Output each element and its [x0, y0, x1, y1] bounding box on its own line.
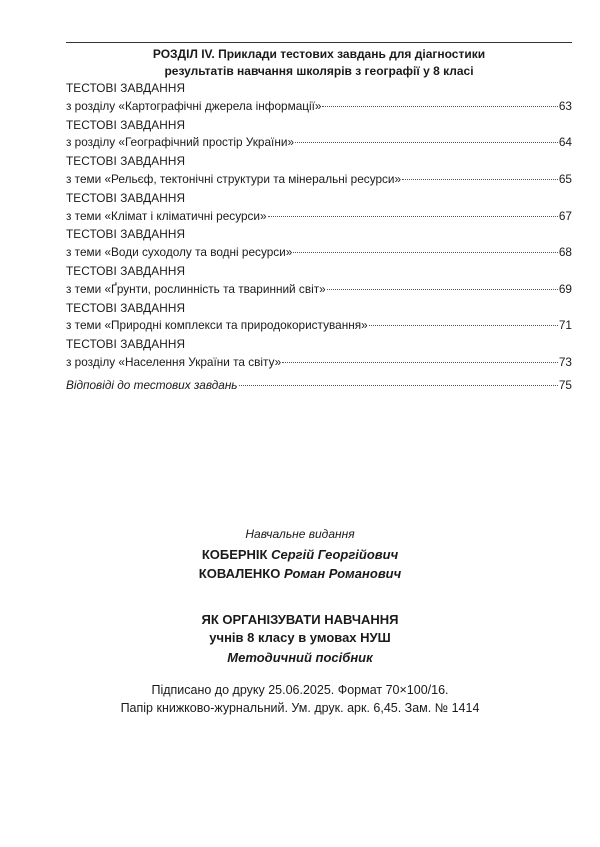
toc-entry-text: з розділу «Картографічні джерела інформації»	[66, 98, 322, 113]
dot-leader	[282, 362, 558, 363]
book-subtitle: учнів 8 класу в умовах НУШ	[209, 630, 391, 645]
toc-entry-line	[66, 97, 572, 115]
toc-entry	[66, 190, 572, 227]
print-info-line-1: Підписано до друку 25.06.2025. Формат 70×100/16.	[151, 683, 449, 697]
toc-entry	[66, 336, 572, 373]
toc-entry	[66, 153, 572, 190]
toc-entry-heading: ТЕСТОВІ ЗАВДАННЯ	[66, 190, 186, 205]
toc-entry-line	[66, 207, 572, 225]
print-info-line-2: Папір книжково-журнальний. Ум. друк. арк. 6,45. Зам. № 1414	[120, 701, 480, 715]
dot-leader	[239, 385, 558, 386]
author-2-given-name: Роман Романович	[283, 566, 402, 581]
toc-answers-entry	[66, 376, 572, 398]
toc-page-number: 63	[558, 98, 572, 113]
top-rule	[66, 42, 572, 43]
dot-leader	[322, 106, 557, 107]
toc-page-number: 67	[558, 208, 572, 223]
toc-entry-line	[66, 280, 572, 298]
toc-entry-line	[66, 170, 572, 188]
toc-entry-heading: ТЕСТОВІ ЗАВДАННЯ	[66, 154, 186, 169]
book-type: Методичний посібник	[227, 650, 373, 665]
toc-entry	[66, 80, 572, 117]
toc-entry-heading: ТЕСТОВІ ЗАВДАННЯ	[66, 117, 186, 132]
section-title-line-1: РОЗДІЛ IV. Приклади тестових завдань для діагностики	[152, 47, 486, 61]
section-title-line-2: результатів навчання школярів з географії у 8 класі	[164, 64, 474, 78]
toc-page-number: 64	[558, 135, 572, 150]
toc-entry-text: з теми «Води суходолу та водні ресурси»	[66, 245, 293, 260]
toc-page-number: 73	[558, 354, 572, 369]
author-2-surname: КОВАЛЕНКО	[198, 566, 281, 581]
dot-leader	[268, 216, 558, 217]
toc-page-number: 75	[558, 377, 572, 392]
toc-entry-heading: ТЕСТОВІ ЗАВДАННЯ	[66, 263, 186, 278]
section-title	[66, 46, 572, 80]
toc-entry-line	[66, 133, 572, 151]
toc-entry-text: з теми «Ґрунти, рослинність та тваринний світ»	[66, 281, 326, 296]
toc-entry-text: з розділу «Населення України та світу»	[66, 354, 282, 369]
toc-entry-line	[66, 353, 572, 371]
toc-entry-heading: ТЕСТОВІ ЗАВДАННЯ	[66, 81, 186, 95]
publication-kind: Навчальне видання	[245, 527, 355, 541]
toc-entry	[66, 226, 572, 263]
toc-answers-text: Відповіді до тестових завдань	[66, 377, 238, 392]
toc-entry-text: з теми «Рельєф, тектонічні структури та мінеральні ресурси»	[66, 171, 402, 186]
toc-entry-text: з розділу «Географічний простір України»	[66, 135, 294, 150]
toc-entry-line	[66, 316, 572, 334]
author-1-surname: КОБЕРНІК	[201, 547, 268, 562]
toc-entry-heading: ТЕСТОВІ ЗАВДАННЯ	[66, 337, 186, 352]
table-of-contents	[66, 80, 572, 398]
toc-entry-text: з теми «Клімат і кліматичні ресурси»	[66, 208, 267, 223]
toc-entry-heading: ТЕСТОВІ ЗАВДАННЯ	[66, 227, 186, 242]
toc-page-number: 69	[558, 281, 572, 296]
toc-entry	[66, 117, 572, 154]
dot-leader	[327, 289, 558, 290]
dot-leader	[402, 179, 558, 180]
author-1	[0, 547, 600, 562]
toc-page-number: 68	[558, 245, 572, 260]
dot-leader	[293, 252, 558, 253]
dot-leader	[295, 142, 558, 143]
dot-leader	[369, 325, 558, 326]
toc-entry-text: з теми «Природні комплекси та природокористування»	[66, 318, 368, 333]
toc-page-number: 65	[558, 171, 572, 186]
toc-entry-heading: ТЕСТОВІ ЗАВДАННЯ	[66, 300, 186, 315]
author-2	[0, 566, 600, 581]
toc-entry	[66, 263, 572, 300]
book-title: ЯК ОРГАНІЗУВАТИ НАВЧАННЯ	[201, 612, 399, 627]
toc-page-number: 71	[558, 318, 572, 333]
toc-entry	[66, 300, 572, 337]
toc-entry-line	[66, 243, 572, 261]
author-1-given-name: Сергій Георгійович	[271, 547, 399, 562]
